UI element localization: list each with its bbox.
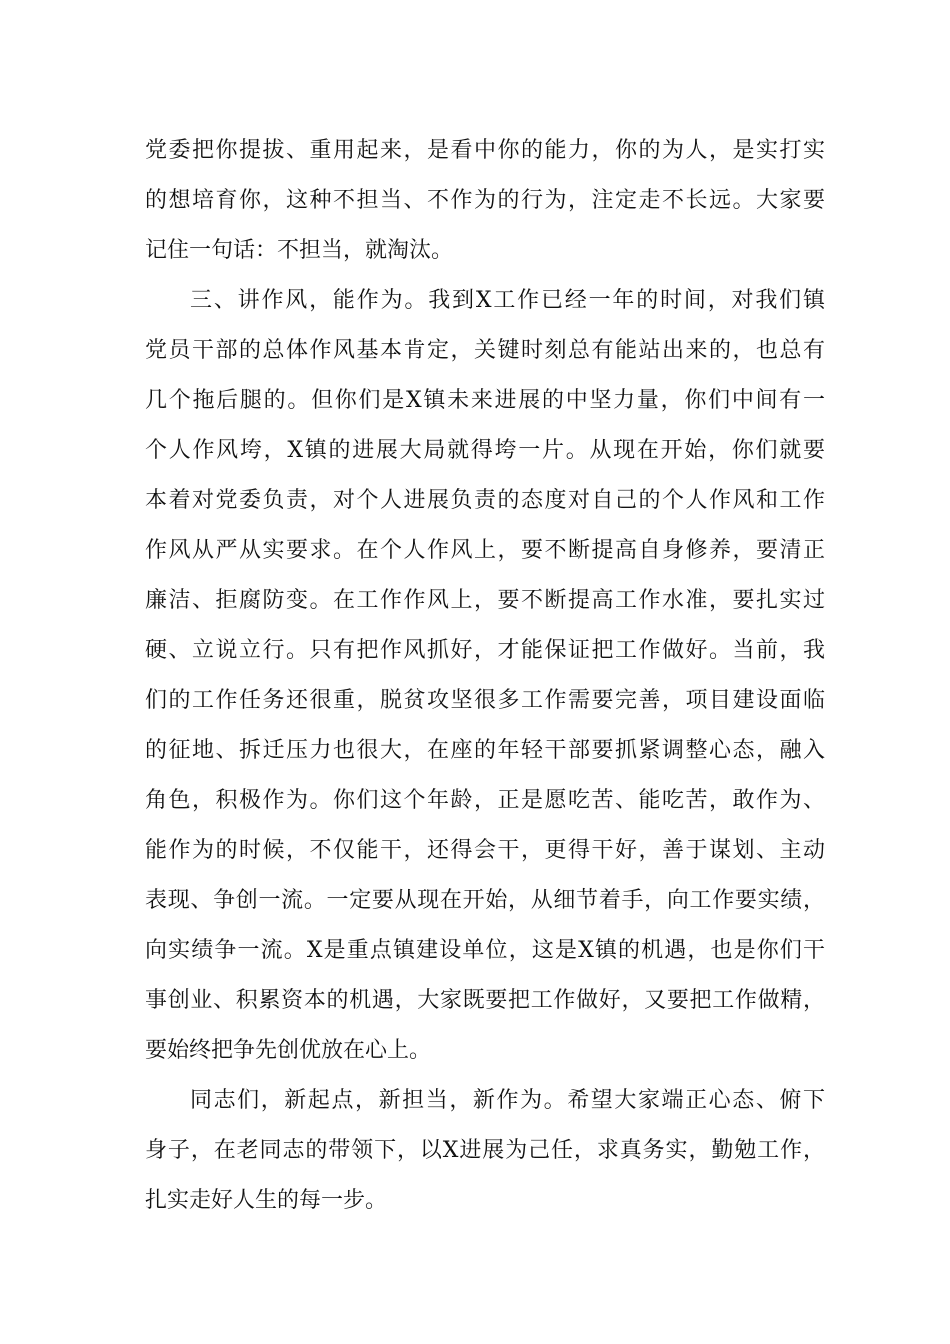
text-line: 党员干部的总体作风基本肯定，关键时刻总有能站出来的，也总有 (145, 338, 825, 363)
text-line: 记住一句话：不担当，就淘汰。 (145, 238, 454, 263)
paragraph-first-line: 三、讲作风，能作为。我到X工作已经一年的时间，对我们镇 (190, 288, 825, 313)
text-line: 的征地、拆迁压力也很大，在座的年轻干部要抓紧调整心态，融入 (145, 738, 825, 763)
text-line: 要始终把争先创优放在心上。 (145, 1038, 432, 1063)
text-line: 们的工作任务还很重，脱贫攻坚很多工作需要完善，项目建设面临 (145, 688, 825, 713)
text-line: 作风从严从实要求。在个人作风上，要不断提高自身修养，要清正 (145, 538, 825, 563)
text-line: 角色，积极作为。你们这个年龄，正是愿吃苦、能吃苦，敢作为、 (145, 788, 825, 813)
text-line: 几个拖后腿的。但你们是X镇未来进展的中坚力量，你们中间有一 (145, 388, 825, 413)
text-line: 本着对党委负责，对个人进展负责的态度对自己的个人作风和工作 (145, 488, 825, 513)
text-line: 向实绩争一流。X是重点镇建设单位，这是X镇的机遇，也是你们干 (145, 938, 825, 963)
text-line: 的想培育你，这种不担当、不作为的行为，注定走不长远。大家要 (145, 188, 825, 213)
text-line: 个人作风垮，X镇的进展大局就得垮一片。从现在开始，你们就要 (145, 438, 825, 463)
text-line: 表现、争创一流。一定要从现在开始，从细节着手，向工作要实绩， (145, 888, 825, 913)
text-line: 身子，在老同志的带领下，以X进展为己任，求真务实，勤勉工作， (145, 1138, 825, 1163)
text-line: 党委把你提拔、重用起来，是看中你的能力，你的为人，是实打实 (145, 138, 825, 163)
text-line: 硬、立说立行。只有把作风抓好，才能保证把工作做好。当前，我 (145, 638, 825, 663)
paragraph-first-line: 同志们，新起点，新担当，新作为。希望大家端正心态、俯下 (190, 1088, 825, 1113)
text-line: 事创业、积累资本的机遇，大家既要把工作做好，又要把工作做精， (145, 988, 825, 1013)
text-line: 廉洁、拒腐防变。在工作作风上，要不断提高工作水准，要扎实过 (145, 588, 825, 613)
text-line: 扎实走好人生的每一步。 (145, 1188, 388, 1213)
text-line: 能作为的时候，不仅能干，还得会干，更得干好，善于谋划、主动 (145, 838, 825, 863)
